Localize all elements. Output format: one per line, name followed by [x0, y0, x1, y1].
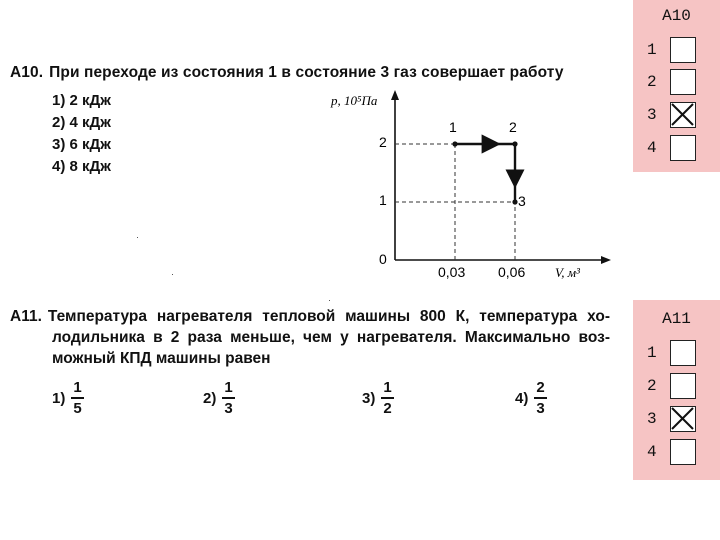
answer-checkbox[interactable]: [670, 135, 696, 161]
a10-option-4: 4) 8 кДж: [52, 158, 111, 175]
answer-number: 1: [647, 344, 657, 362]
answer-row-a10-3[interactable]: [633, 102, 720, 130]
a11-line-2: лодильника в 2 раза меньше, чем у нагревателя. Максимально воз-: [52, 329, 610, 346]
point-label-1: 1: [449, 119, 457, 135]
a10-option-3: 3) 6 кДж: [52, 136, 111, 153]
a11-line-3: можный КПД машины равен: [52, 350, 271, 367]
a10-option-1: 1) 2 кДж: [52, 92, 111, 109]
print-speck: [137, 237, 138, 238]
a10-options: [52, 90, 111, 178]
answer-panel-a11: [633, 300, 720, 480]
y-tick-1: 1: [379, 192, 387, 208]
denominator: 5: [73, 400, 82, 417]
a10-question-text: При переходе из состояния 1 в состояние 3 газ совершает работу: [49, 64, 564, 81]
answer-checkbox[interactable]: [670, 373, 696, 399]
answer-checkbox[interactable]: [670, 69, 696, 95]
a11-option-2-fraction: [222, 378, 234, 418]
a11-line-1: [10, 306, 610, 327]
a11-question: [10, 306, 610, 369]
cross-mark-icon: [671, 103, 694, 126]
a11-option-4-fraction: [534, 378, 546, 418]
gridlines: [395, 144, 515, 260]
answer-row-a11-1[interactable]: [633, 340, 720, 368]
a11-number: А11.: [10, 308, 42, 325]
answer-number: 4: [647, 443, 657, 461]
cross-mark-icon: [671, 407, 694, 430]
answer-panel-a10-title: А10: [662, 7, 691, 25]
answer-row-a11-3[interactable]: [633, 406, 720, 434]
a11-option-4: [515, 378, 547, 418]
x-axis-arrow-icon: [601, 256, 611, 264]
y-axis-label: p, 10⁵Па: [331, 93, 378, 108]
a11-option-2: [203, 378, 235, 418]
answer-checkbox-checked[interactable]: [670, 102, 696, 128]
a11-option-2-label: 2): [203, 389, 217, 407]
a11-option-3-fraction: [381, 378, 393, 418]
denominator: 3: [536, 400, 545, 417]
answer-checkbox-checked[interactable]: [670, 406, 696, 432]
a10-question: [10, 64, 564, 82]
x-tick-003: 0,03: [438, 264, 466, 280]
answer-row-a10-2[interactable]: [633, 69, 720, 97]
a11-option-4-label: 4): [515, 389, 529, 407]
y-axis-arrow-icon: [391, 90, 399, 100]
a11-option-3: [362, 378, 394, 418]
point-label-3: 3: [518, 193, 526, 209]
denominator: 3: [224, 400, 233, 417]
numerator: 1: [71, 378, 83, 399]
answer-checkbox[interactable]: [670, 439, 696, 465]
answer-row-a11-4[interactable]: [633, 439, 720, 467]
y-tick-2: 2: [379, 134, 387, 150]
numerator: 1: [381, 378, 393, 399]
answer-number: 3: [647, 106, 657, 124]
x-tick-006: 0,06: [498, 264, 526, 280]
answer-number: 2: [647, 73, 657, 91]
answer-row-a10-1[interactable]: [633, 37, 720, 65]
pv-graph: [325, 88, 615, 288]
point-label-2: 2: [509, 119, 517, 135]
answer-checkbox[interactable]: [670, 340, 696, 366]
state-point-1: [452, 141, 457, 146]
process-path: [455, 144, 515, 202]
x-axis-label: V, м³: [555, 265, 580, 280]
a11-option-1: [52, 378, 84, 418]
denominator: 2: [383, 400, 392, 417]
a11-option-1-fraction: [71, 378, 83, 418]
a10-number: А10.: [10, 64, 44, 81]
answer-number: 1: [647, 41, 657, 59]
state-point-2: [512, 141, 517, 146]
answer-panel-a10: [633, 0, 720, 172]
state-points: [452, 141, 517, 204]
answer-row-a10-4[interactable]: [633, 135, 720, 163]
answer-checkbox[interactable]: [670, 37, 696, 63]
y-tick-0: 0: [379, 251, 387, 267]
print-speck: [172, 274, 173, 275]
print-speck: [329, 300, 330, 301]
answer-number: 2: [647, 377, 657, 395]
numerator: 2: [534, 378, 546, 399]
numerator: 1: [222, 378, 234, 399]
a11-line-1-text: Температура нагревателя тепловой машины 800 К, температура хо-: [47, 308, 610, 325]
answer-number: 3: [647, 410, 657, 428]
a11-option-1-label: 1): [52, 389, 66, 407]
answer-number: 4: [647, 139, 657, 157]
a11-option-3-label: 3): [362, 389, 376, 407]
state-point-3: [512, 199, 517, 204]
a10-option-2: 2) 4 кДж: [52, 114, 111, 131]
answer-panel-a11-title: А11: [662, 310, 691, 328]
answer-row-a11-2[interactable]: [633, 373, 720, 401]
